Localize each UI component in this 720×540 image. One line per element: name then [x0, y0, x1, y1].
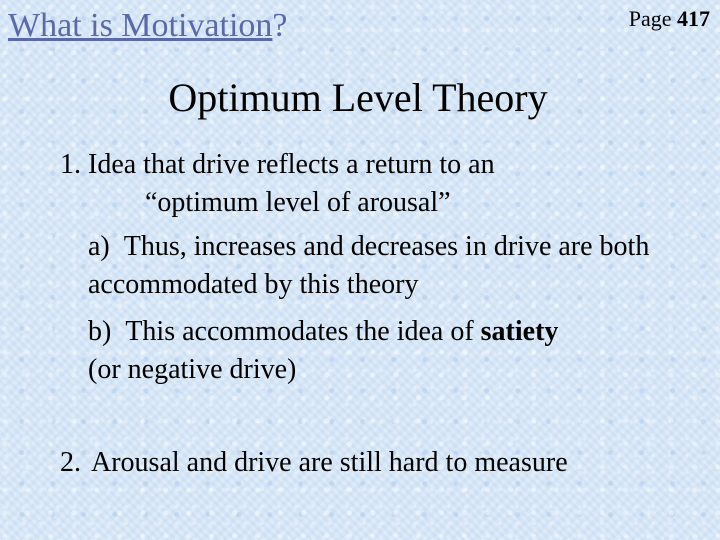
point-2-text: Arousal and drive are still hard to measure: [91, 447, 568, 478]
point-1b-text-after: (or negative drive): [88, 353, 297, 385]
page-reference: [629, 6, 710, 32]
point-1b-label: b): [88, 316, 112, 347]
point-1-text-line2: “optimum level of arousal”: [145, 186, 451, 218]
point-1-number: 1.: [60, 149, 81, 180]
satiety-term: satiety: [480, 316, 559, 347]
slide-title-text: Optimum Level Theory: [168, 75, 548, 120]
title-question-mark: ?: [272, 7, 288, 44]
point-1b-text: This accommodates the idea of: [125, 316, 481, 347]
header-title: [8, 6, 288, 47]
point-1a-label: a): [88, 231, 110, 262]
point-1a: [88, 228, 678, 304]
point-1: [60, 146, 680, 222]
point-2-number: 2.: [60, 447, 81, 478]
slide-title: [0, 74, 720, 122]
motivation-link[interactable]: What is Motivation: [8, 7, 273, 44]
point-1-text-line1: Idea that drive reflects a return to an: [88, 149, 495, 180]
point-1b: [88, 313, 678, 389]
point-1a-text: Thus, increases and decreases in drive are both accommodated by this theory: [88, 231, 650, 300]
page-prefix: Page: [628, 6, 677, 31]
point-2: [60, 444, 700, 482]
page-number: 417: [677, 6, 710, 31]
